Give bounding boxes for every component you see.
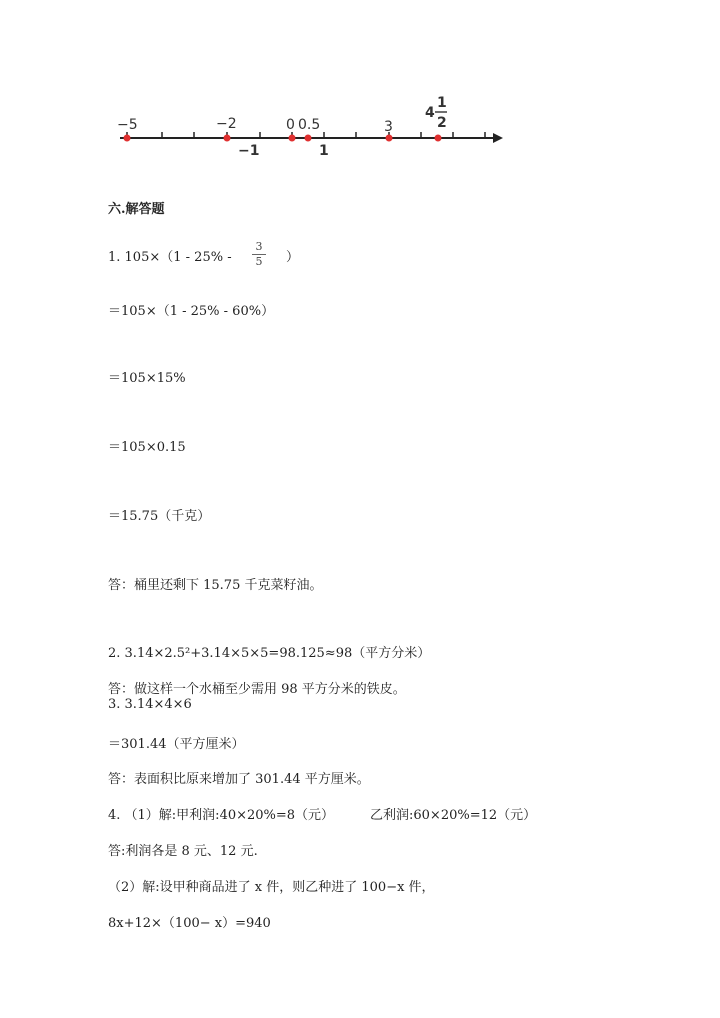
label-mixed-den: 2 xyxy=(437,115,447,131)
label-3: 3 xyxy=(384,119,393,135)
problem1-answer: 答：桶里还剩下 15.75 千克菜籽油。 xyxy=(108,578,323,593)
section-title: 六.解答题 xyxy=(108,202,165,217)
label-minus1: −1 xyxy=(238,143,260,159)
problem4-line1a: 4. （1）解:甲利润:40×20%=8（元） xyxy=(108,808,335,823)
number-line xyxy=(0,0,720,170)
label-mixed-whole: 4 xyxy=(425,105,435,121)
problem1-line2: ＝105×（1 - 25% - 60%） xyxy=(108,304,275,319)
fraction-numerator: 3 xyxy=(255,240,263,253)
fraction-denominator: 5 xyxy=(252,254,266,268)
problem3-answer: 答：表面积比原来增加了 301.44 平方厘米。 xyxy=(108,772,370,787)
point-minus5 xyxy=(124,135,131,142)
problem1-line5: ＝15.75（千克） xyxy=(108,509,211,524)
problem4-line1b: 乙利润:60×20%=12（元） xyxy=(370,808,537,823)
number-line-arrow xyxy=(493,133,503,143)
point-0 xyxy=(289,135,296,142)
problem4-line3: 8x+12×（100− x）=940 xyxy=(108,916,271,931)
point-3 xyxy=(386,135,393,142)
point-0-5 xyxy=(305,135,312,142)
problem1-line1-suffix: ） xyxy=(286,250,300,265)
problem1-line4: ＝105×0.15 xyxy=(108,440,186,455)
point-minus2 xyxy=(224,135,231,142)
label-mixed-num: 1 xyxy=(437,95,447,111)
problem4-answer1: 答:利润各是 8 元、12 元. xyxy=(108,844,258,859)
problem3-line2: ＝301.44（平方厘米） xyxy=(108,737,245,752)
label-1: 1 xyxy=(319,143,329,159)
point-4-half xyxy=(435,135,442,142)
label-minus2: −2 xyxy=(216,116,237,132)
problem2-answer: 答：做这样一个水桶至少需用 98 平方分米的铁皮。 xyxy=(108,682,406,697)
problem1-fraction xyxy=(252,240,266,268)
problem3-line1: 3. 3.14×4×6 xyxy=(108,697,192,712)
problem1-line1 xyxy=(108,246,232,265)
problem1-line1-prefix: 1. 105×（1 - 25% - xyxy=(108,250,232,265)
problem4-line2: （2）解:设甲种商品进了 x 件，则乙种进了 100−x 件， xyxy=(108,880,435,895)
problem1-line3: ＝105×15% xyxy=(108,371,186,386)
label-0: 0 xyxy=(286,117,295,133)
problem2-line1: 2. 3.14×2.5²+3.14×5×5=98.125≈98（平方分米） xyxy=(108,646,431,661)
label-minus5: −5 xyxy=(117,117,138,133)
label-0-5: 0.5 xyxy=(298,117,321,133)
